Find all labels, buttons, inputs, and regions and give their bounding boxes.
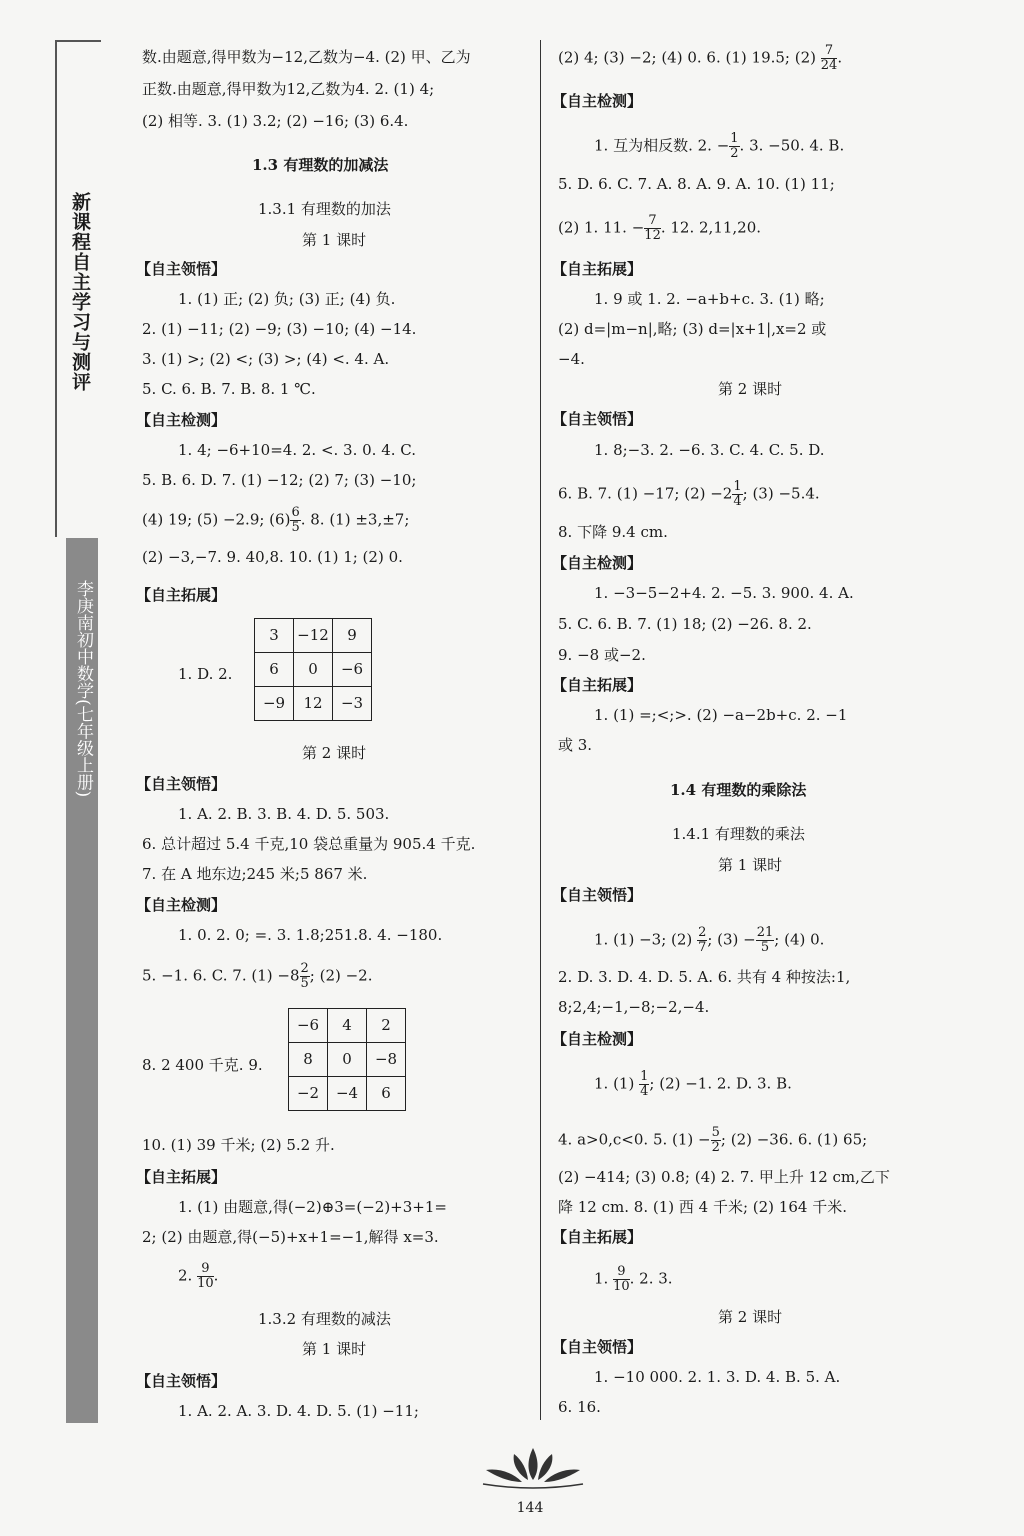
fraction: $\frac{2}{7}$ [698,925,707,955]
part-heading: 【自主拓展】 [136,586,227,604]
answer-line: 10. (1) 39 千米; (2) 5.2 升. [142,1136,335,1154]
fraction: $\frac{1}{4}$ [640,1069,649,1099]
part-heading: 【自主领悟】 [136,1372,227,1390]
answer-line: 8. 下降 9.4 cm. [558,523,668,541]
part-heading: 【自主检测】 [552,92,643,110]
fraction: $\frac{1}{4}$ [733,479,742,509]
answer-line: 2; (2) 由题意,得(−5)+x+1=−1,解得 x=3. [142,1228,439,1246]
part-heading: 【自主拓展】 [136,1168,227,1186]
grid-cell: −6 [289,1009,328,1043]
fraction: $\frac{6}{5}$ [291,505,300,535]
answer-line: 5. C. 6. B. 7. (1) 18; (2) −26. 8. 2. [558,615,812,633]
grid-cell: −12 [294,619,333,653]
answer-line: 1. $\frac{9}{10}$ . 2. 3. [594,1264,673,1294]
answer-line: 5. D. 6. C. 7. A. 8. A. 9. A. 10. (1) 11; [558,175,835,193]
grid-cell: −4 [328,1077,367,1111]
answer-line: (2) 1. 11. − $\frac{7}{12}$ . 12. 2,11,20. [558,213,762,243]
answer-line: (2) 4; (3) −2; (4) 0. 6. (1) 19.5; (2) $\frac{7}{24}$ . [558,43,843,73]
part-heading: 【自主领悟】 [552,1338,643,1356]
fraction: $\frac{1}{2}$ [730,131,739,161]
magic-square-2 [288,1008,406,1111]
part-heading: 【自主拓展】 [552,676,643,694]
answer-line: 1. (1) 由题意,得(−2)⊕3=(−2)+3+1= [178,1198,447,1216]
fraction: $\frac{9}{10}$ [613,1264,630,1294]
answer-line: 1. 0. 2. 0; =. 3. 1.8;251.8. 4. −180. [178,926,443,944]
part-heading: 【自主领悟】 [136,260,227,278]
answer-line: 1. D. 2. [178,665,233,683]
answer-line: 8. 2 400 千克. 9. [142,1056,263,1074]
subsection-heading: 1.4.1 有理数的乘法 [672,825,805,843]
ornament-icon [478,1440,588,1490]
part-heading: 【自主拓展】 [552,1228,643,1246]
part-heading: 【自主领悟】 [552,886,643,904]
grid-cell: 6 [255,653,294,687]
answer-line: 1. 4; −6+10=4. 2. <. 3. 0. 4. C. [178,441,416,459]
answer-line: 数.由题意,得甲数为−12,乙数为−4. (2) 甲、乙为 [142,48,471,66]
part-heading: 【自主检测】 [136,411,227,429]
answer-line: (2) −414; (3) 0.8; (4) 2. 7. 甲上升 12 cm,乙下 [558,1168,890,1186]
answer-line: 正数.由题意,得甲数为12,乙数为4. 2. (1) 4; [142,80,435,98]
answer-line: 1. (1) 正; (2) 负; (3) 正; (4) 负. [178,290,396,308]
part-heading: 【自主领悟】 [136,775,227,793]
magic-square-1 [254,618,372,721]
grid-cell: 12 [294,687,333,721]
fraction: $\frac{7}{12}$ [644,213,661,243]
grid-cell: 0 [328,1043,367,1077]
fraction: $\frac{7}{24}$ [820,43,838,73]
answer-line: 1. −3−5−2+4. 2. −5. 3. 900. 4. A. [594,584,854,602]
part-heading: 【自主拓展】 [552,260,643,278]
answer-line: 2. $\frac{9}{10}$ . [178,1261,219,1291]
fraction: $\frac{2}{5}$ [300,961,309,991]
book-subtitle: 李庚南初中数学(七年级上册) [73,580,93,798]
answer-line: 或 3. [558,736,593,754]
subsection-heading: 1.3.1 有理数的加法 [258,200,391,218]
page-number: 144 [516,1500,544,1516]
answer-line: 8;2,4;−1,−8;−2,−4. [558,998,710,1016]
answer-line: 5. −1. 6. C. 7. (1) −8 $\frac{2}{5}$ ; (2) −2. [142,961,373,991]
answer-line: 6. B. 7. (1) −17; (2) −2 $\frac{1}{4}$ ; (3) −5.4. [558,479,820,509]
answer-line: 2. (1) −11; (2) −9; (3) −10; (4) −14. [142,320,417,338]
answer-line: 6. 16. [558,1398,601,1416]
grid-cell: 9 [333,619,372,653]
answer-line: 1. (1) −3; (2) $\frac{2}{7}$ ; (3) − $\frac{21}{5}$ ; (4) 0. [594,925,825,955]
answer-line: 5. C. 6. B. 7. B. 8. 1 ℃. [142,380,316,398]
answer-line: (4) 19; (5) −2.9; (6) $\frac{6}{5}$ . 8. (1) ±3,±7; [142,505,410,535]
grid-cell: 6 [367,1077,406,1111]
answer-line: 1. A. 2. A. 3. D. 4. D. 5. (1) −11; [178,1402,419,1420]
lesson-heading: 第 1 课时 [302,231,367,249]
grid-cell: 4 [328,1009,367,1043]
lesson-heading: 第 2 课时 [718,380,783,398]
grid-cell: −2 [289,1077,328,1111]
fraction: $\frac{5}{2}$ [711,1125,720,1155]
answer-line: 3. (1) >; (2) <; (3) >; (4) <. 4. A. [142,350,390,368]
answer-line: 2. D. 3. D. 4. D. 5. A. 6. 共有 4 种按法:1, [558,968,851,986]
answer-line: 1. −10 000. 2. 1. 3. D. 4. B. 5. A. [594,1368,841,1386]
answer-line: 1. 互为相反数. 2. − $\frac{1}{2}$ . 3. −50. 4. B. [594,131,845,161]
part-heading: 【自主检测】 [552,1030,643,1048]
answer-line: 5. B. 6. D. 7. (1) −12; (2) 7; (3) −10; [142,471,417,489]
answer-line: 1. 9 或 1. 2. −a+b+c. 3. (1) 略; [594,290,825,308]
answer-line: (2) d=|m−n|,略; (3) d=|x+1|,x=2 或 [558,320,827,338]
answer-line: (2) −3,−7. 9. 40,8. 10. (1) 1; (2) 0. [142,548,403,566]
grid-cell: 2 [367,1009,406,1043]
part-heading: 【自主检测】 [552,554,643,572]
fraction: $\frac{9}{10}$ [197,1261,214,1291]
answer-line: 降 12 cm. 8. (1) 西 4 千米; (2) 164 千米. [558,1198,847,1216]
lesson-heading: 第 2 课时 [302,744,367,762]
answer-line: 6. 总计超过 5.4 千克,10 袋总重量为 905.4 千克. [142,835,476,853]
section-heading: 1.4 有理数的乘除法 [670,781,807,799]
answer-line: 1. (1) =;<;>. (2) −a−2b+c. 2. −1 [594,706,848,724]
grid-cell: −9 [255,687,294,721]
answer-line: 1. (1) $\frac{1}{4}$ ; (2) −1. 2. D. 3. B. [594,1069,792,1099]
answer-line: 7. 在 A 地东边;245 米;5 867 米. [142,865,368,883]
answer-line: 4. a>0,c<0. 5. (1) − $\frac{5}{2}$ ; (2) −36. 6. (1) 65; [558,1125,868,1155]
lesson-heading: 第 1 课时 [302,1340,367,1358]
lesson-heading: 第 2 课时 [718,1308,783,1326]
answer-line: 1. 8;−3. 2. −6. 3. C. 4. C. 5. D. [594,441,825,459]
answer-line: 1. A. 2. B. 3. B. 4. D. 5. 503. [178,805,390,823]
grid-cell: 3 [255,619,294,653]
answer-line: −4. [558,350,585,368]
answer-line: (2) 相等. 3. (1) 3.2; (2) −16; (3) 6.4. [142,112,409,130]
fraction: $\frac{21}{5}$ [756,925,774,955]
answer-line: 9. −8 或−2. [558,646,646,664]
grid-cell: 0 [294,653,333,687]
grid-cell: −8 [367,1043,406,1077]
part-heading: 【自主检测】 [136,896,227,914]
part-heading: 【自主领悟】 [552,410,643,428]
column-divider [540,40,541,1420]
grid-cell: −6 [333,653,372,687]
book-title: 新课程自主学习与测评 [69,192,91,392]
lesson-heading: 第 1 课时 [718,856,783,874]
section-heading: 1.3 有理数的加减法 [252,156,389,174]
grid-cell: 8 [289,1043,328,1077]
grid-cell: −3 [333,687,372,721]
subsection-heading: 1.3.2 有理数的减法 [258,1310,391,1328]
